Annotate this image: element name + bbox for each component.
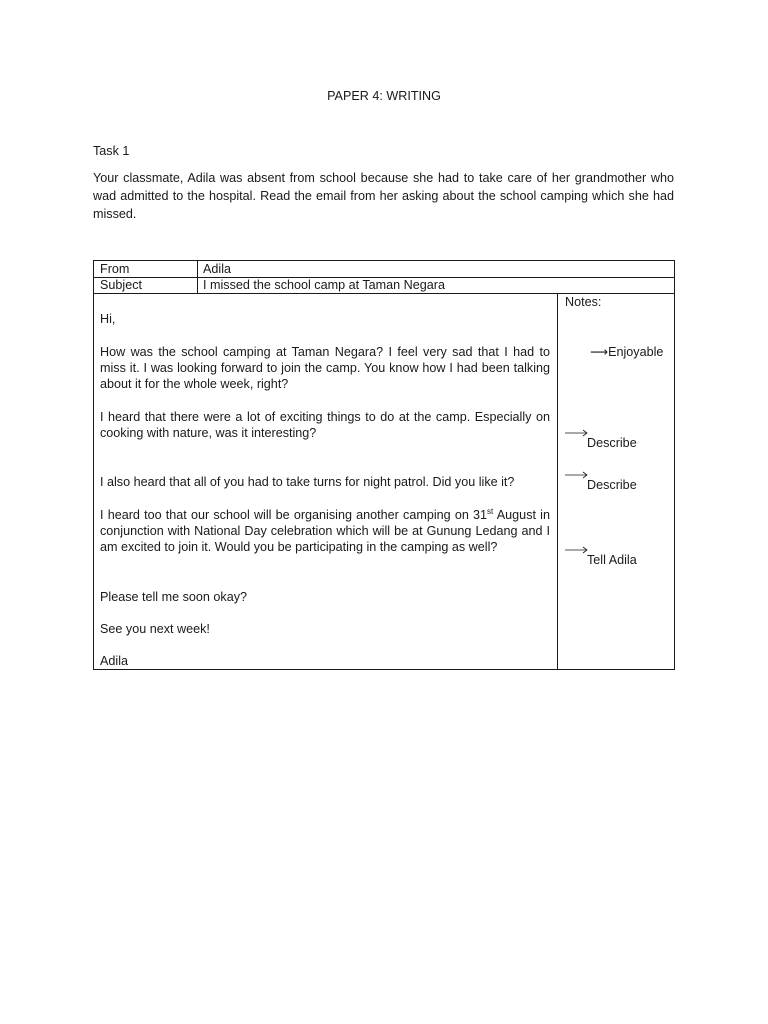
arrow-right-icon (565, 429, 587, 437)
paper-title: PAPER 4: WRITING (327, 89, 441, 103)
email-paragraph-1: How was the school camping at Taman Negara? I feel very sad that I had to miss it. I was looking forward to join the camp. You know how I had been talking about it for the whole week, right? (100, 345, 550, 391)
ordinal-suffix: st (487, 506, 494, 516)
arrow-right-icon (565, 471, 587, 479)
email-table (93, 260, 675, 670)
email-paragraph-2: I heard that there were a lot of exciting things to do at the camp. Especially on cooking with nature, was it interesting? (100, 410, 550, 440)
note-enjoyable (590, 344, 663, 360)
subject-value: I missed the school camp at Taman Negara (203, 278, 445, 292)
email-paragraph-4: I heard too that our school will be organising another camping on 31st August in conjunction with National Day celebration which will be at Gunung Ledang and I am excited to join it. Would you be participating in the camping as well? (100, 506, 550, 554)
note-label: Describe (587, 478, 637, 492)
task-label: Task 1 (93, 144, 130, 158)
header-column-divider (197, 261, 198, 293)
closing-question: Please tell me soon okay? (100, 590, 248, 604)
note-label: Tell Adila (587, 553, 637, 567)
arrow-right-icon (565, 546, 587, 554)
note-label: Describe (587, 436, 637, 450)
email-paragraph-3: I also heard that all of you had to take turns for night patrol. Did you like it? (100, 475, 515, 489)
sign-off: See you next week! (100, 622, 210, 636)
notes-heading: Notes: (565, 295, 602, 309)
note-label: Enjoyable (608, 345, 664, 359)
from-value: Adila (203, 262, 232, 276)
signature: Adila (100, 654, 129, 668)
note-describe-patrol (565, 471, 637, 492)
notes-column-divider (557, 293, 558, 669)
greeting: Hi, (100, 312, 116, 326)
subject-label: Subject (100, 278, 143, 292)
arrow-right-icon: ⟶ (590, 345, 609, 359)
from-label: From (100, 262, 130, 276)
note-describe-cooking (565, 429, 637, 450)
note-tell-adila (565, 546, 637, 567)
task-instructions: Your classmate, Adila was absent from school because she had to take care of her grandmother who wad admitted to the hospital. Read the email from her asking about the school camping which she had missed. (93, 171, 674, 221)
